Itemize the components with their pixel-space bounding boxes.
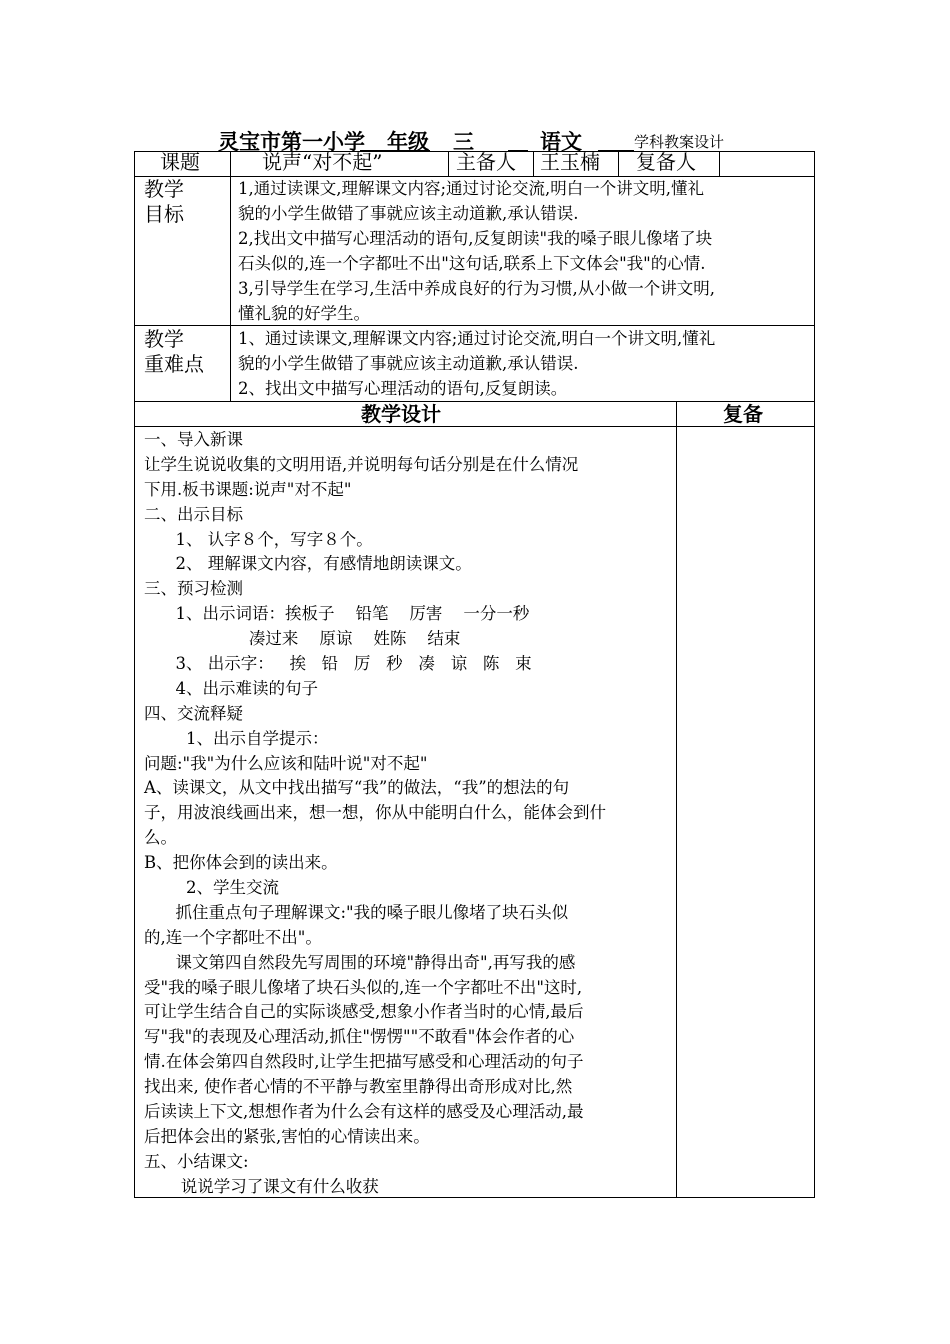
goal-line: 1,通过读课文,理解课文内容;通过讨论交流,明白一个讲文明,懂礼: [238, 179, 705, 198]
col-divider: [719, 152, 720, 176]
design-line: 1、出示词语：挨板子 铅笔 厉害 一分一秒: [144, 604, 530, 624]
goals-label-2: 目标: [144, 202, 184, 226]
goal-line: 貌的小学生做错了事就应该主动道歉,承认错误.: [238, 204, 579, 223]
design-line: 的,连一个字都吐不出"。: [144, 927, 322, 947]
design-line: 1、出示自学提示：: [144, 728, 329, 748]
design-line: 三、预习检测: [144, 579, 243, 599]
col-divider: [448, 152, 449, 176]
keypoints-label-2: 重难点: [144, 352, 204, 376]
design-line: 3、 出示字： 挨 铅 厉 秒 凑 谅 陈 束: [144, 654, 532, 674]
keypoint-line: 1、通过读课文,理解课文内容;通过讨论交流,明白一个讲文明,懂礼: [238, 329, 716, 348]
design-line: 说说学习了课文有什么收获: [144, 1176, 379, 1196]
grade-label: 年级: [387, 130, 429, 154]
design-line: A、读课文，从文中找出描写“我”的做法，“我”的想法的句: [144, 778, 570, 798]
keypoints-label-1: 教学: [144, 327, 184, 351]
design-line: 么。: [144, 828, 177, 848]
design-line: 子，用波浪线画出来，想一想，你从中能明白什么，能体会到什: [144, 803, 606, 823]
design-line: 受"我的嗓子眼儿像堵了块石头似的,连一个字都吐不出"这时,: [144, 977, 583, 997]
design-line: 4、出示难读的句子: [144, 678, 318, 698]
design-line: B、把你体会到的读出来。: [144, 853, 338, 873]
col-divider: [533, 152, 534, 176]
design-line: 一、导入新课: [144, 430, 243, 449]
co-author-label: 复备人: [636, 150, 696, 174]
author-value: 王玉楠: [540, 150, 600, 174]
design-line: 二、出示目标: [144, 504, 243, 524]
school-name: 灵宝市第一小学: [218, 130, 365, 154]
goal-line: 3,引导学生在学习,生活中养成良好的行为习惯,从小做一个讲文明,: [238, 279, 715, 298]
design-line: 可让学生结合自己的实际谈感受,想象小作者当时的心情,最后: [144, 1002, 584, 1022]
keypoint-line: 2、找出文中描写心理活动的语句,反复朗读。: [238, 379, 568, 398]
goal-line: 石头似的,连一个字都吐不出"这句话,联系上下文体会"我"的心情.: [238, 254, 706, 273]
col-divider: [618, 152, 619, 176]
goal-line: 懂礼貌的好学生。: [238, 304, 370, 323]
design-heading: 教学设计: [361, 402, 441, 426]
design-line: 后把体会出的紧张,害怕的心情读出来。: [144, 1126, 430, 1146]
design-line: 抓住重点句子理解课文:"我的嗓子眼儿像堵了块石头似: [144, 902, 569, 922]
design-line: 凑过来 原谅 姓陈 结束: [144, 629, 461, 649]
design-line: 1、 认字８个，写字８个。: [144, 529, 373, 549]
author-label: 主备人: [456, 150, 516, 174]
goal-line: 2,找出文中描写心理活动的语句,反复朗读"我的嗓子眼儿像堵了块: [238, 229, 713, 248]
subject: 语文: [540, 130, 582, 154]
col-divider: [230, 152, 231, 401]
design-line: 2、 理解课文内容，有感情地朗读课文。: [144, 554, 472, 574]
col-divider: [676, 401, 677, 1198]
design-body: [144, 428, 670, 1200]
topic-value: 说声“对不起”: [262, 150, 383, 174]
review-heading: 复备: [723, 402, 763, 426]
design-line: 找出来, 使作者心情的不平静与教室里静得出奇形成对比,然: [144, 1077, 573, 1097]
design-line: 情.在体会第四自然段时,让学生把描写感受和心理活动的句子: [144, 1052, 584, 1072]
design-line: 四、交流释疑: [144, 703, 243, 723]
design-line: 课文第四自然段先写周围的环境"静得出奇",再写我的感: [144, 952, 576, 972]
row-divider: [135, 325, 814, 326]
design-line: 后读读上下文,想想作者为什么会有这样的感受及心理活动,最: [144, 1102, 584, 1122]
goals-label-1: 教学: [144, 177, 184, 201]
design-line: 写"我"的表现及心理活动,抓住"愣愣""不敢看"体会作者的心: [144, 1027, 575, 1047]
topic-label: 课题: [160, 150, 200, 174]
row-divider: [135, 426, 814, 427]
keypoint-line: 貌的小学生做错了事就应该主动道歉,承认错误.: [238, 354, 579, 373]
design-line: 2、学生交流: [144, 878, 279, 898]
design-line: 下用.板书课题:说声"对不起": [144, 479, 352, 499]
design-line: 让学生说说收集的文明用语,并说明每句话分别是在什么情况: [144, 454, 579, 474]
design-line: 五、小结课文:: [144, 1151, 249, 1171]
design-line: 问题:"我"为什么应该和陆叶说"对不起": [144, 753, 428, 773]
title-suffix: 学科教案设计: [634, 133, 725, 151]
grade-value: 三: [453, 130, 474, 154]
